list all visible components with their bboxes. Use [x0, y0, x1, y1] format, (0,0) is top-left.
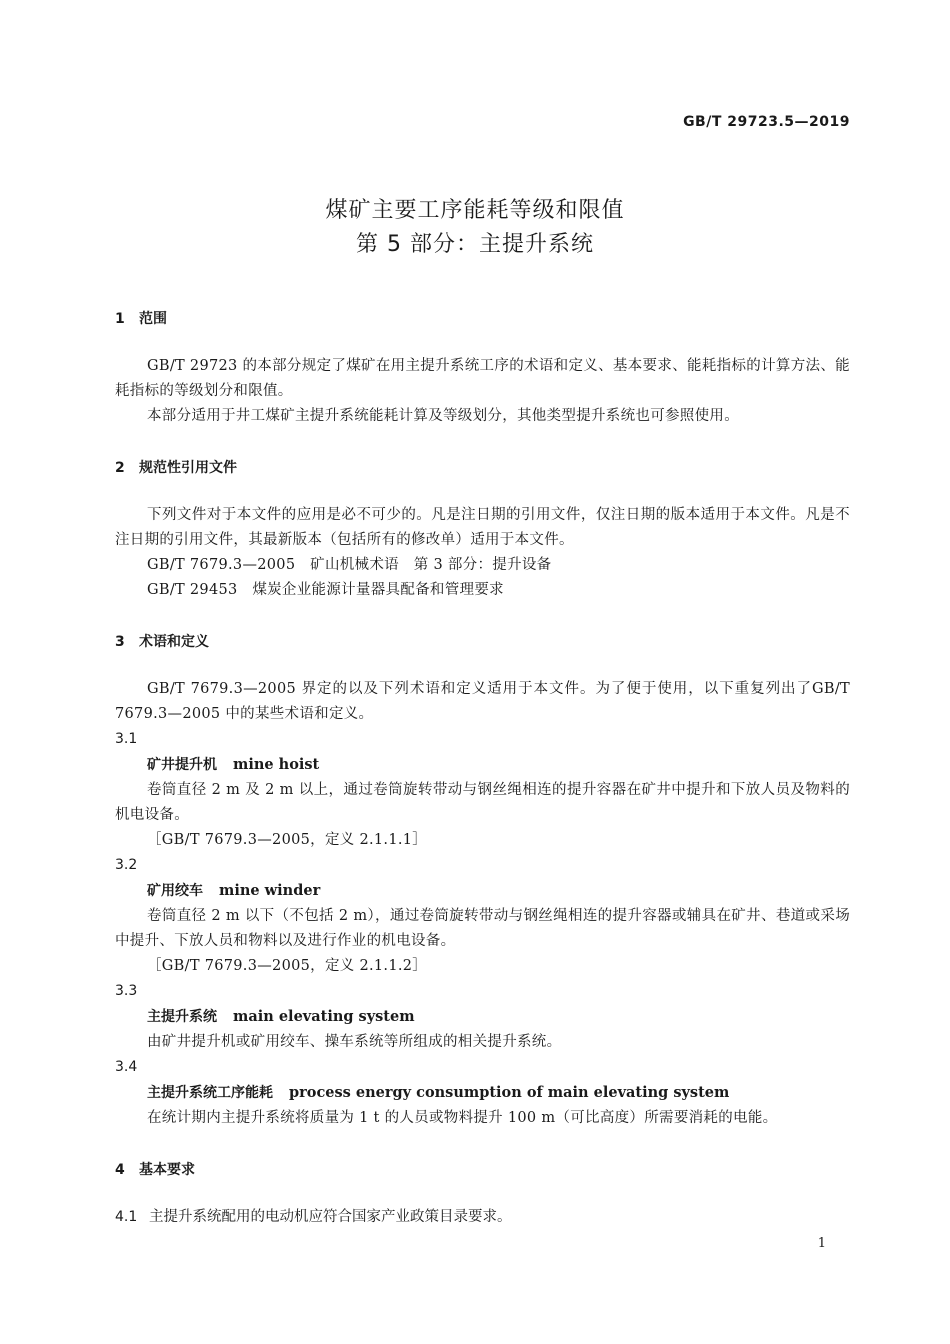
section-title: 规范性引用文件: [139, 460, 237, 476]
term-number: 3.2: [115, 857, 138, 873]
section-title: 术语和定义: [139, 634, 209, 650]
requirement-item: [115, 1205, 850, 1230]
section-heading-scope: [115, 306, 850, 332]
reference-item: GB/T 29453 煤炭企业能源计量器具配备和管理要求: [147, 582, 504, 598]
section-heading-basic-requirements: [115, 1157, 850, 1183]
section-number: 2: [115, 460, 125, 476]
term-source: ［GB/T 7679.3—2005，定义 2.1.1.1］: [147, 832, 428, 848]
terms-intro-paragraph: GB/T 7679.3—2005 界定的以及下列术语和定义适用于本文件。为了便于使用，以下重复列出了GB/T 7679.3—2005 中的某些术语和定义。: [115, 681, 850, 722]
requirement-text: 主提升系统配用的电动机应符合国家产业政策目录要求。: [149, 1209, 512, 1225]
page-number: 1: [817, 1236, 826, 1251]
term-name: [115, 1080, 850, 1106]
term-name-zh: 主提升系统: [147, 1009, 217, 1025]
title-line-1: 煤矿主要工序能耗等级和限值: [325, 198, 625, 223]
document-body: [115, 306, 850, 1230]
term-number: 3.3: [115, 983, 138, 999]
section-heading-normative-references: [115, 455, 850, 481]
term-definition: 由矿井提升机或矿用绞车、操车系统等所组成的相关提升系统。: [147, 1034, 562, 1050]
section-title: 范围: [139, 311, 167, 327]
term-name-zh: 主提升系统工序能耗: [147, 1085, 273, 1101]
term-definition: 在统计期内主提升系统将质量为 1 t 的人员或物料提升 100 m（可比高度）所需要消耗的电能。: [147, 1110, 778, 1126]
section-number: 1: [115, 311, 125, 327]
term-name-en: main elevating system: [233, 1008, 415, 1025]
section-heading-terms: [115, 629, 850, 655]
term-name: [115, 878, 850, 904]
requirement-number: 4.1: [115, 1209, 138, 1225]
term-name-zh: 矿井提升机: [147, 757, 217, 773]
term-name: [115, 752, 850, 778]
term-definition: 卷筒直径 2 m 以下（不包括 2 m），通过卷筒旋转带动与钢丝绳相连的提升容器或辅具在矿井、巷道或采场中提升、下放人员和物料以及进行作业的机电设备。: [115, 908, 850, 949]
term-name: [115, 1004, 850, 1030]
term-source: ［GB/T 7679.3—2005，定义 2.1.1.2］: [147, 958, 428, 974]
term-number: 3.1: [115, 731, 138, 747]
document-title: [0, 194, 950, 262]
term-name-en: process energy consumption of main elevating system: [289, 1084, 730, 1101]
scope-paragraph-2: 本部分适用于井工煤矿主提升系统能耗计算及等级划分，其他类型提升系统也可参照使用。: [147, 408, 739, 424]
reference-item: GB/T 7679.3—2005 矿山机械术语 第 3 部分：提升设备: [147, 557, 552, 573]
title-line-2: 第 5 部分：主提升系统: [356, 232, 594, 257]
term-name-zh: 矿用绞车: [147, 883, 203, 899]
references-paragraph: 下列文件对于本文件的应用是必不可少的。凡是注日期的引用文件，仅注日期的版本适用于本文件。凡是不注日期的引用文件，其最新版本（包括所有的修改单）适用于本文件。: [115, 507, 850, 548]
section-number: 4: [115, 1162, 125, 1178]
term-definition: 卷筒直径 2 m 及 2 m 以上，通过卷筒旋转带动与钢丝绳相连的提升容器在矿井中提升和下放人员及物料的机电设备。: [115, 782, 850, 823]
term-name-en: mine hoist: [233, 756, 320, 773]
section-number: 3: [115, 634, 125, 650]
term-name-en: mine winder: [219, 882, 321, 899]
term-number: 3.4: [115, 1059, 138, 1075]
section-title: 基本要求: [139, 1162, 195, 1178]
scope-paragraph-1: GB/T 29723 的本部分规定了煤矿在用主提升系统工序的术语和定义、基本要求、能耗指标的计算方法、能耗指标的等级划分和限值。: [115, 358, 850, 399]
standard-number: GB/T 29723.5—2019: [683, 114, 850, 130]
